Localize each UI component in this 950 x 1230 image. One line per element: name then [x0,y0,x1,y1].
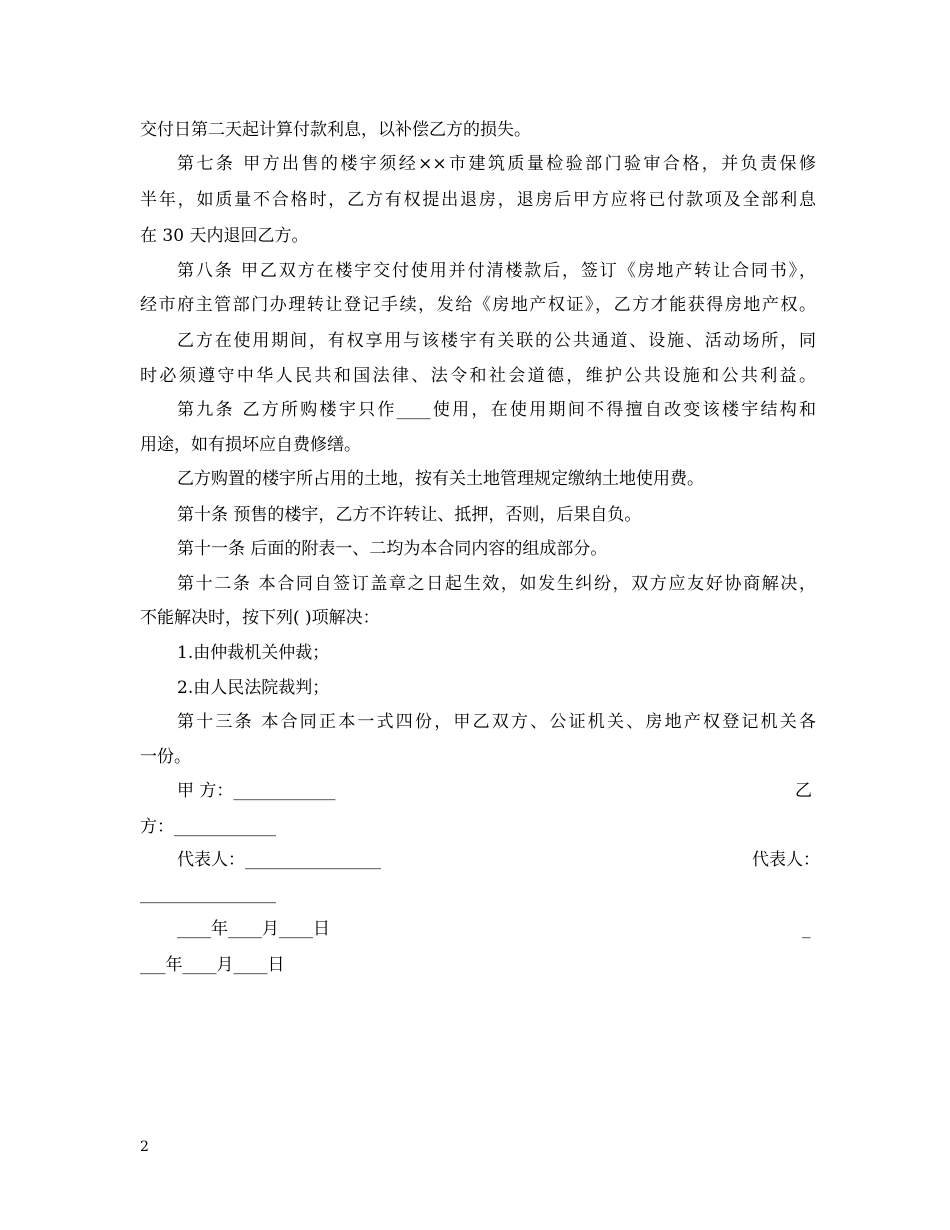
party-b-label-head: 乙 [795,781,812,801]
article-13-line: 第十三条 本合同正本一式四份，甲乙双方、公证机关、房地产权登记机关各 [177,712,816,732]
article-8-line: 经市府主管部门办理转让登记手续，发给《房地产权证》，乙方才能获得房地产权。 [140,295,816,315]
usage-rights-line: 乙方在使用期间，有权享用与该楼宇有关联的公共通道、设施、活动场所，同 [177,331,816,351]
article-12-line: 第十二条 本合同自签订盖章之日起生效，如发生纠纷，双方应友好协商解决， [177,574,816,594]
date-a-field: ____年____月____日 [177,919,330,939]
article-9-line: 第九条 乙方所购楼宇只作____使用，在使用期间不得擅自改变该楼宇结构和 [177,400,816,420]
page-number: 2 [140,1139,149,1155]
resolution-option-2: 2.由人民法院裁判； [177,678,330,698]
article-11-line: 第十一条 后面的附表一、二均为本合同内容的组成部分。 [177,539,608,559]
representative-b-label: 代表人： [752,850,820,870]
party-a-field: 甲 方：____________ [177,781,336,801]
article-8-line: 第八条 甲乙双方在楼宇交付使用并付清楼款后，签订《房地产转让合同书》， [177,261,816,281]
article-13-line: 一份。 [140,747,191,767]
article-7-line: 第七条 甲方出售的楼宇须经××市建筑质量检验部门验审合格，并负责保修 [177,154,816,174]
representative-a-field: 代表人：________________ [177,850,381,870]
date-b-head: _ [802,919,811,939]
party-b-field: 方：____________ [140,817,276,837]
land-fee-line: 乙方购置的楼宇所占用的土地，按有关土地管理规定缴纳土地使用费。 [177,469,704,489]
article-12-line: 不能解决时，按下列( )项解决： [140,608,380,628]
article-7-line: 在 30 天内退回乙方。 [140,226,309,246]
representative-b-line: ________________ [140,884,276,904]
usage-rights-line: 时必须遵守中华人民共和国法律、法令和社会道德，维护公共设施和公共利益。 [140,366,816,386]
resolution-option-1: 1.由仲裁机关仲裁； [177,643,330,663]
article-9-line: 用途，如有损坏应自费修缮。 [140,435,361,455]
article-10-line: 第十条 预售的楼宇，乙方不许转让、抵押，否则，后果自负。 [177,505,642,525]
text-line: 交付日第二天起计算付款利息，以补偿乙方的损失。 [140,120,531,140]
date-b-field: ___年____月____日 [140,955,285,975]
article-7-line: 半年，如质量不合格时，乙方有权提出退房，退房后甲方应将已付款项及全部利息 [140,190,816,210]
